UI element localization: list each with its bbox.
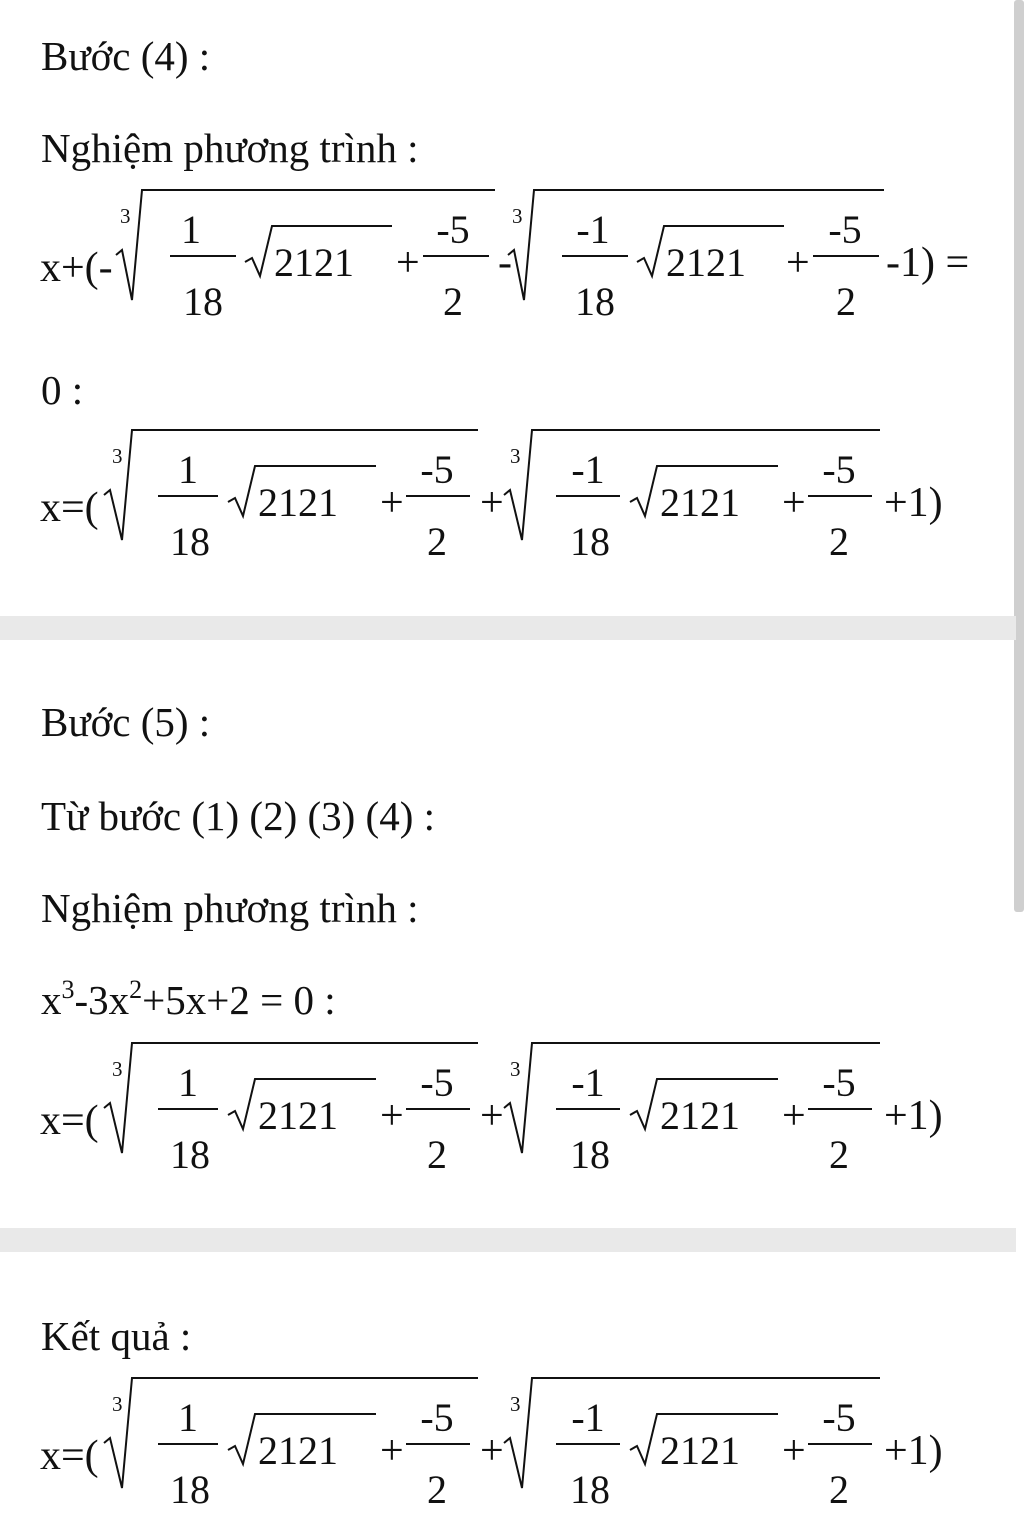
- fraction-denominator: 2: [829, 519, 849, 564]
- step5-solution-label: Nghiệm phương trình :: [41, 885, 419, 931]
- fraction-denominator: 2: [829, 1467, 849, 1512]
- fraction-numerator: 1: [178, 447, 198, 492]
- eq-tail: +1): [884, 1428, 943, 1474]
- plus-sign: +: [480, 480, 504, 526]
- root-index: 3: [510, 444, 521, 468]
- root-index: 3: [512, 204, 523, 228]
- fraction-denominator: 18: [570, 1132, 610, 1177]
- fraction-denominator: 18: [575, 279, 615, 324]
- fraction-numerator: -5: [436, 207, 470, 252]
- fraction-numerator: -1: [571, 447, 605, 492]
- plus-sign: +: [396, 240, 420, 286]
- fraction-denominator: 18: [170, 1132, 210, 1177]
- fraction-denominator: 18: [183, 279, 223, 324]
- plus-sign: +: [786, 240, 810, 286]
- root-index: 3: [120, 204, 131, 228]
- sqrt-radicand: 2121: [274, 240, 354, 285]
- eq-tail: -1) =: [886, 240, 970, 286]
- eq-start: x=(: [40, 485, 99, 531]
- fraction-denominator: 2: [443, 279, 463, 324]
- plus-sign: +: [782, 1428, 806, 1474]
- final-result-label: Kết quả :: [41, 1313, 192, 1359]
- step5-from-steps: Từ bước (1) (2) (3) (4) :: [41, 793, 435, 839]
- eq-start: x=(: [40, 1433, 99, 1479]
- sqrt-radicand: 2121: [258, 1093, 338, 1138]
- plus-sign: +: [480, 1428, 504, 1474]
- plus-sign: +: [380, 480, 404, 526]
- fraction-denominator: 2: [427, 519, 447, 564]
- fraction-denominator: 2: [829, 1132, 849, 1177]
- fraction-denominator: 2: [427, 1132, 447, 1177]
- step4-heading: Bước (4) :: [41, 33, 211, 79]
- sqrt-radicand: 2121: [660, 1093, 740, 1138]
- minus-sign: -: [498, 240, 512, 286]
- fraction-numerator: -5: [828, 207, 862, 252]
- sqrt-radicand: 2121: [660, 480, 740, 525]
- fraction-numerator: 1: [178, 1395, 198, 1440]
- step4-solution-label: Nghiệm phương trình :: [41, 125, 419, 171]
- sqrt-radicand: 2121: [666, 240, 746, 285]
- root-index: 3: [510, 1057, 521, 1081]
- fraction-denominator: 18: [570, 1467, 610, 1512]
- fraction-denominator: 2: [836, 279, 856, 324]
- fraction-denominator: 2: [427, 1467, 447, 1512]
- fraction-numerator: -5: [420, 1395, 454, 1440]
- fraction-numerator: -1: [576, 207, 610, 252]
- plus-sign: +: [480, 1093, 504, 1139]
- plus-sign: +: [782, 480, 806, 526]
- fraction-numerator: 1: [178, 1060, 198, 1105]
- eq-start: x+(-: [40, 245, 113, 291]
- fraction-denominator: 18: [170, 1467, 210, 1512]
- sqrt-radicand: 2121: [258, 480, 338, 525]
- fraction-numerator: -5: [822, 1395, 856, 1440]
- eq-tail: +1): [884, 480, 943, 526]
- fraction-numerator: -1: [571, 1395, 605, 1440]
- fraction-denominator: 18: [170, 519, 210, 564]
- fraction-numerator: -5: [822, 447, 856, 492]
- cubic-equation: $x^3-3x^2+5x+2 = 0$ :: [41, 975, 336, 1023]
- sqrt-radicand: 2121: [660, 1428, 740, 1473]
- fraction-numerator: -5: [420, 1060, 454, 1105]
- step5-heading: Bước (5) :: [41, 699, 211, 745]
- step4-continuation: 0 :: [41, 367, 84, 413]
- eq-tail: +1): [884, 1093, 943, 1139]
- root-index: 3: [510, 1392, 521, 1416]
- root-index: 3: [112, 1057, 123, 1081]
- fraction-numerator: 1: [181, 207, 201, 252]
- fraction-numerator: -5: [420, 447, 454, 492]
- root-index: 3: [112, 1392, 123, 1416]
- eq-start: x=(: [40, 1098, 99, 1144]
- root-index: 3: [112, 444, 123, 468]
- plus-sign: +: [782, 1093, 806, 1139]
- fraction-numerator: -5: [822, 1060, 856, 1105]
- fraction-denominator: 18: [570, 519, 610, 564]
- plus-sign: +: [380, 1093, 404, 1139]
- sqrt-radicand: 2121: [258, 1428, 338, 1473]
- fraction-numerator: -1: [571, 1060, 605, 1105]
- plus-sign: +: [380, 1428, 404, 1474]
